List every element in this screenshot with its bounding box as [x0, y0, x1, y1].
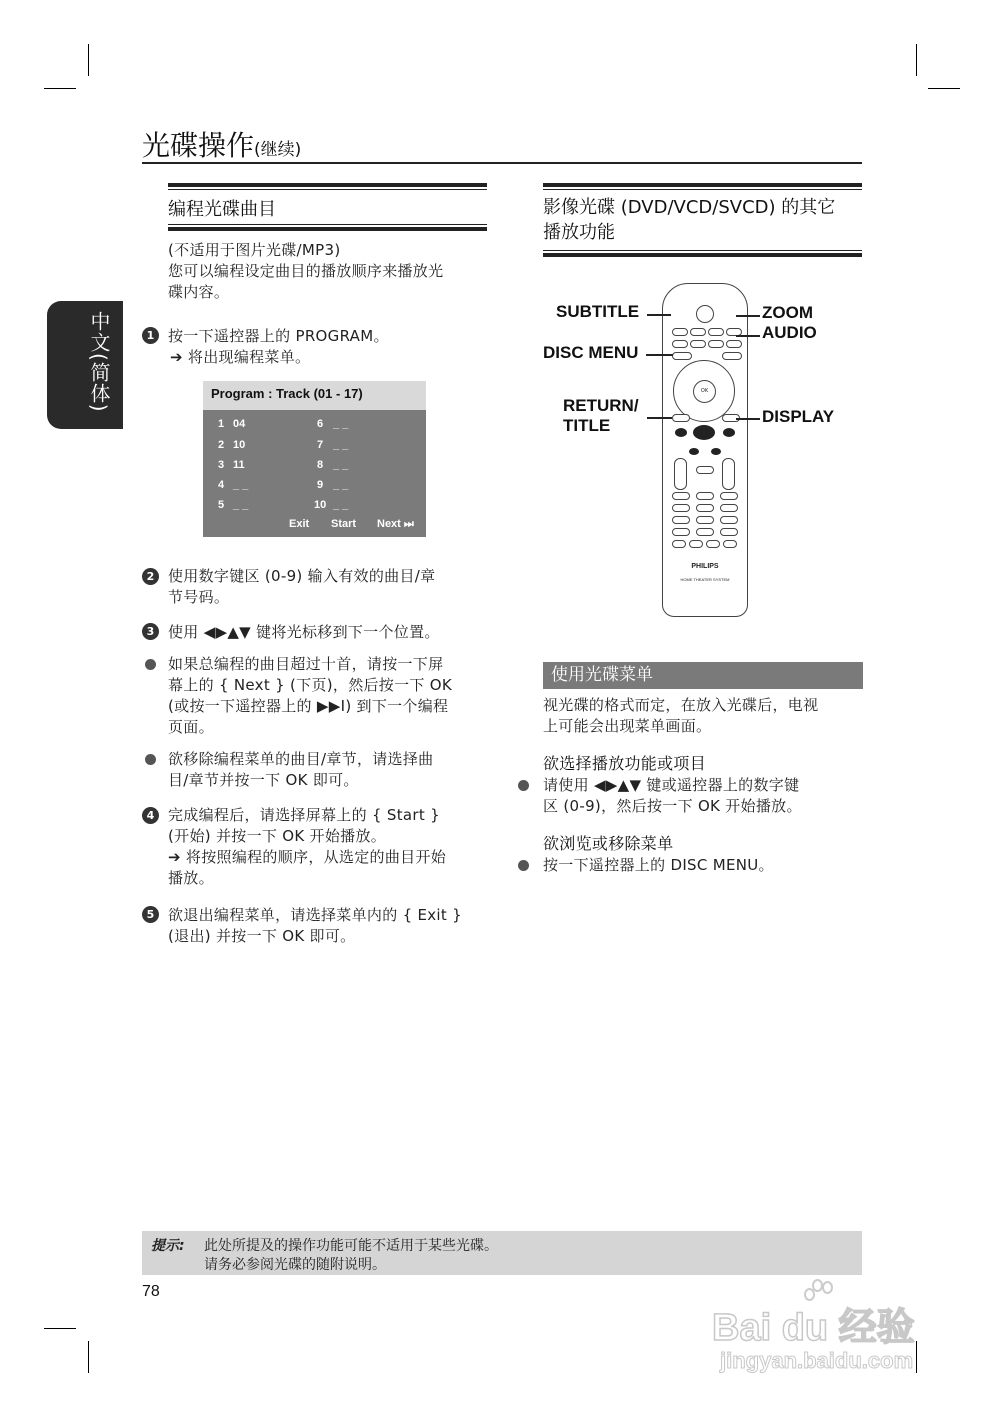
keypad-button	[696, 528, 714, 536]
remote-button	[722, 352, 742, 360]
language-tab-label: 中文(简体)	[87, 311, 111, 413]
select-heading: 欲选择播放功能或项目	[543, 754, 707, 773]
step-line: (开始) 并按一下 OK 开始播放。	[168, 827, 387, 845]
remote-button	[672, 340, 688, 348]
remote-model: HOME THEATER SYSTEM	[680, 577, 730, 582]
program-value: _ _	[333, 418, 349, 430]
power-icon	[696, 305, 714, 323]
program-index: 6	[317, 418, 324, 430]
step-5-text	[168, 905, 498, 947]
program-index: 5	[218, 499, 225, 511]
program-index: 10	[314, 499, 327, 511]
baidu-watermark	[712, 1278, 952, 1378]
callout-title: TITLE	[563, 416, 611, 435]
keypad-button	[720, 504, 738, 512]
step-line: 按一下遥控器上的 PROGRAM。	[168, 327, 389, 345]
bullet-line: 页面。	[168, 718, 214, 736]
bullet-line: 请使用 ◀▶▲▼ 键或遥控器上的数字键	[543, 776, 800, 794]
bullet-2-text	[168, 749, 498, 791]
stop-button	[711, 448, 721, 455]
bullet-line: 欲移除编程菜单的曲目/章节，请选择曲	[168, 750, 434, 768]
remote-button	[706, 540, 720, 548]
step-3-text: 使用 ◀▶▲▼ 键将光标移到下一个位置。	[168, 623, 440, 641]
remote-button	[726, 340, 742, 348]
remote-button	[672, 540, 686, 548]
section-rule	[543, 183, 862, 187]
bullet-line: (或按一下遥控器上的 ▶▶I) 到下一个编程	[168, 697, 449, 715]
section-heading	[543, 195, 863, 245]
intro-line: (不适用于图片光碟/MP3)	[168, 241, 341, 259]
keypad-button	[672, 492, 690, 500]
browse-text: 按一下遥控器上的 DISC MENU。	[543, 856, 774, 874]
mute-button	[696, 466, 714, 474]
keypad-button	[696, 492, 714, 500]
callout-zoom: ZOOM	[762, 303, 813, 322]
bullet-dot	[518, 860, 529, 871]
program-value: _ _	[333, 439, 349, 451]
tip-line: 请务必参阅光碟的随附说明。	[204, 1257, 386, 1273]
program-index: 9	[317, 479, 324, 491]
program-value: _ _	[233, 499, 249, 511]
play-button	[693, 425, 715, 440]
intro-text	[168, 240, 488, 303]
intro-line: 视光碟的格式而定，在放入光碟后，电视	[543, 696, 819, 714]
step-number: 4	[142, 807, 159, 824]
intro-line: 您可以编程设定曲目的播放顺序来播放光	[168, 262, 444, 280]
next-button	[723, 428, 735, 437]
remote-button	[708, 328, 724, 336]
step-1-text	[168, 326, 488, 368]
program-value: _ _	[333, 499, 349, 511]
callout-return: RETURN/	[563, 396, 639, 415]
program-index: 8	[317, 459, 324, 471]
page-title	[142, 124, 301, 164]
select-text	[543, 775, 873, 817]
program-start-button[interactable]: Start	[331, 518, 357, 530]
remote-button	[690, 340, 706, 348]
browse-heading: 欲浏览或移除菜单	[543, 834, 674, 853]
keypad-button	[672, 528, 690, 536]
watermark-text: Bai du 经验	[712, 1307, 915, 1349]
step-line: ➔ 将出现编程菜单。	[170, 348, 311, 366]
bullet-line: 目/章节并按一下 OK 即可。	[168, 771, 359, 789]
language-tab	[47, 301, 123, 429]
callout-line	[736, 418, 760, 420]
step-2-text	[168, 566, 488, 608]
channel-rocker	[722, 458, 735, 490]
step-line: 节号码。	[168, 588, 230, 606]
page-title-text: 光碟操作	[142, 129, 255, 162]
page-title-suffix: (继续)	[254, 140, 302, 160]
callout-disc-menu: DISC MENU	[543, 343, 639, 362]
step-number: 5	[142, 906, 159, 923]
section-rule	[168, 183, 487, 187]
program-menu	[203, 381, 426, 537]
tip-box	[142, 1231, 862, 1275]
section-heading: 编程光碟曲目	[168, 199, 276, 220]
remote-button	[672, 328, 688, 336]
tip-label: 提示:	[151, 1238, 185, 1254]
program-value: _ _	[233, 479, 249, 491]
bullet-dot	[145, 659, 156, 670]
program-index: 4	[218, 479, 225, 491]
remote-brand: PHILIPS	[691, 563, 719, 570]
step-line: 使用数字键区 (0-9) 输入有效的曲目/章	[168, 567, 436, 585]
program-value: _ _	[333, 459, 349, 471]
bullet-1-text	[168, 654, 498, 738]
remote-control	[662, 283, 748, 617]
bullet-line: 幕上的 { Next } (下页)，然后按一下 OK	[168, 676, 453, 694]
keypad-button	[672, 516, 690, 524]
keypad-button	[720, 516, 738, 524]
program-menu-title: Program : Track (01 - 17)	[203, 381, 426, 410]
step-line: 欲退出编程菜单，请选择菜单内的 { Exit }	[168, 906, 462, 924]
crop-mark	[44, 88, 76, 89]
section-rule	[168, 227, 487, 231]
section-rule	[543, 189, 862, 190]
keypad-button	[696, 516, 714, 524]
remote-button	[723, 540, 737, 548]
keypad-button	[672, 504, 690, 512]
program-index: 2	[218, 439, 225, 451]
step-number: 3	[142, 623, 159, 640]
crop-mark	[88, 44, 89, 76]
section-heading-line: 播放功能	[543, 222, 615, 243]
keypad-button	[696, 504, 714, 512]
callout-line	[736, 335, 760, 337]
callout-display: DISPLAY	[762, 407, 835, 426]
bullet-line: 如果总编程的曲目超过十首，请按一下屏	[168, 655, 444, 673]
disc-menu-intro	[543, 695, 863, 737]
bullet-line: 区 (0-9)，然后按一下 OK 开始播放。	[543, 797, 802, 815]
tip-line: 此处所提及的操作功能可能不适用于某些光碟。	[204, 1238, 498, 1254]
disc-menu-button	[672, 352, 692, 360]
program-index: 7	[317, 439, 324, 451]
intro-line: 上可能会出现菜单画面。	[543, 717, 712, 735]
bullet-dot	[145, 754, 156, 765]
remote-button	[690, 328, 706, 336]
program-exit-button[interactable]: Exit	[289, 518, 310, 530]
crop-mark	[44, 1328, 76, 1329]
program-index: 3	[218, 459, 225, 471]
program-value: 11	[233, 459, 245, 471]
crop-mark	[916, 44, 917, 76]
section-rule	[168, 224, 487, 225]
section-rule	[543, 253, 862, 257]
section-rule	[543, 250, 862, 251]
crop-mark	[88, 1341, 89, 1373]
step-line: 播放。	[168, 869, 214, 887]
callout-line	[646, 354, 673, 356]
remote-button	[708, 340, 724, 348]
volume-rocker	[674, 458, 687, 490]
page-number: 78	[142, 1283, 160, 1300]
program-value: _ _	[333, 479, 349, 491]
watermark-url: jingyan.baidu.com	[720, 1348, 914, 1373]
keypad-button	[720, 528, 738, 536]
step-line: ➔ 将按照编程的顺序，从选定的曲目开始	[168, 848, 447, 866]
step-number: 2	[142, 568, 159, 585]
remote-button	[689, 540, 703, 548]
intro-line: 碟内容。	[168, 283, 230, 301]
step-line: (退出) 并按一下 OK 即可。	[168, 927, 356, 945]
ok-button: OK	[693, 380, 716, 403]
crop-mark	[928, 88, 960, 89]
keypad-button	[720, 492, 738, 500]
step-line: 完成编程后，请选择屏幕上的 { Start }	[168, 806, 440, 824]
title-rule	[142, 162, 862, 164]
disc-menu-heading: 使用光碟菜单	[543, 662, 863, 689]
return-title-button	[672, 414, 690, 422]
bullet-dot	[518, 780, 529, 791]
program-value: 10	[233, 439, 246, 451]
program-next-button[interactable]: Next ⏭	[377, 518, 414, 530]
callout-line	[736, 315, 760, 317]
step-number: 1	[142, 327, 159, 344]
callout-line	[647, 417, 672, 419]
callout-line	[647, 314, 671, 316]
section-rule	[168, 189, 487, 190]
callout-audio: AUDIO	[762, 323, 817, 342]
pause-button	[689, 448, 699, 455]
prev-button	[675, 428, 687, 437]
program-index: 1	[218, 418, 225, 430]
step-4-text	[168, 805, 498, 889]
program-value: 04	[233, 418, 246, 430]
callout-subtitle: SUBTITLE	[556, 302, 640, 321]
section-heading-line: 影像光碟 (DVD/VCD/SVCD) 的其它	[543, 197, 836, 218]
